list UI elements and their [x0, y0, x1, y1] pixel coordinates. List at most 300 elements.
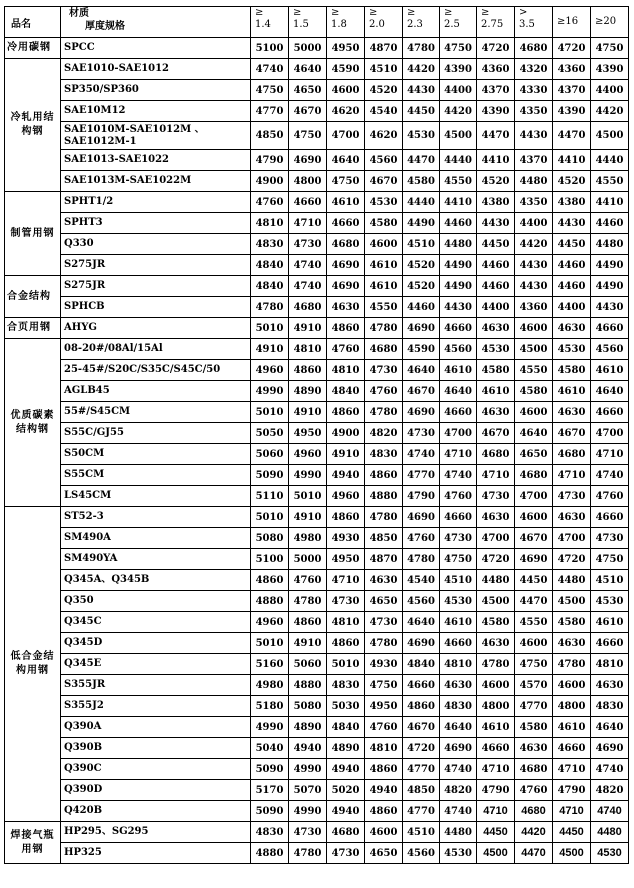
price-cell: 4780 — [477, 654, 515, 675]
price-cell: 4750 — [591, 38, 629, 59]
price-cell: 4690 — [515, 549, 553, 570]
price-cell: 4580 — [403, 171, 440, 192]
price-cell: 4700 — [515, 486, 553, 507]
table-row — [5, 465, 629, 486]
price-cell: 4550 — [515, 612, 553, 633]
price-cell: 4690 — [327, 276, 365, 297]
price-cell: 4460 — [403, 297, 440, 318]
price-cell: 4750 — [365, 675, 403, 696]
price-cell: 4360 — [477, 59, 515, 80]
price-cell: 4850 — [403, 780, 440, 801]
price-cell: 4450 — [553, 234, 591, 255]
price-cell: 4560 — [591, 339, 629, 360]
material-cell: HP295、SG295 — [61, 822, 251, 843]
table-row — [5, 122, 629, 150]
table-row — [5, 507, 629, 528]
price-cell: 5020 — [327, 780, 365, 801]
price-cell: 4670 — [403, 717, 440, 738]
table-row — [5, 360, 629, 381]
price-cell: 5010 — [327, 654, 365, 675]
price-cell: 4490 — [591, 276, 629, 297]
price-cell: 4780 — [403, 38, 440, 59]
header-material-line1: 材质 — [69, 8, 89, 19]
price-cell: 4810 — [440, 654, 477, 675]
price-cell: 4710 — [553, 759, 591, 780]
price-cell: 4770 — [403, 801, 440, 822]
price-cell: 4860 — [327, 633, 365, 654]
price-cell: 4850 — [251, 122, 289, 150]
price-cell: 4460 — [553, 276, 591, 297]
price-cell: 4490 — [440, 255, 477, 276]
price-cell: 5060 — [289, 654, 327, 675]
price-cell: 4630 — [477, 633, 515, 654]
price-cell: 4530 — [477, 339, 515, 360]
table-row — [5, 801, 629, 822]
material-cell: SAE1010M-SAE1012M 、SAE1012M-1 — [61, 122, 251, 150]
material-cell: Q345A、Q345B — [61, 570, 251, 591]
price-cell: 4450 — [477, 234, 515, 255]
price-cell: 4630 — [515, 738, 553, 759]
price-cell: 4550 — [440, 171, 477, 192]
price-cell: 4860 — [289, 360, 327, 381]
price-cell: 4810 — [251, 213, 289, 234]
price-cell: 4650 — [289, 80, 327, 101]
price-cell: 5060 — [251, 444, 289, 465]
price-cell: 4760 — [403, 528, 440, 549]
price-cell: 4840 — [251, 255, 289, 276]
price-cell: 4880 — [289, 675, 327, 696]
price-cell: 4740 — [591, 759, 629, 780]
price-cell: 4890 — [289, 381, 327, 402]
price-cell: 4680 — [515, 801, 553, 822]
price-cell: 4430 — [440, 297, 477, 318]
material-cell: SM490YA — [61, 549, 251, 570]
price-cell: 4760 — [365, 717, 403, 738]
price-cell: 5080 — [251, 528, 289, 549]
price-cell: 4500 — [477, 591, 515, 612]
price-table-wrapper — [4, 6, 629, 864]
material-cell: Q345E — [61, 654, 251, 675]
price-cell: 4370 — [515, 150, 553, 171]
price-cell: 4980 — [289, 528, 327, 549]
table-row — [5, 192, 629, 213]
price-cell: 4760 — [515, 780, 553, 801]
price-cell: 4640 — [515, 423, 553, 444]
price-cell: 5010 — [251, 402, 289, 423]
price-cell: 4860 — [327, 402, 365, 423]
price-cell: 4960 — [289, 444, 327, 465]
price-cell: 4780 — [365, 507, 403, 528]
price-cell: 4840 — [327, 381, 365, 402]
price-cell: 4840 — [251, 276, 289, 297]
price-cell: 4950 — [289, 423, 327, 444]
price-cell: 4760 — [327, 339, 365, 360]
price-cell: 4610 — [477, 381, 515, 402]
steel-price-table — [4, 6, 629, 864]
table-row — [5, 843, 629, 864]
price-cell: 4790 — [403, 486, 440, 507]
price-cell: 4810 — [327, 612, 365, 633]
price-table-body — [5, 38, 629, 864]
price-cell: 4420 — [591, 101, 629, 122]
header-thickness-col: > 3.5 — [515, 7, 553, 38]
price-cell: 4570 — [515, 675, 553, 696]
price-cell: 4530 — [440, 843, 477, 864]
price-cell: 4790 — [553, 780, 591, 801]
price-cell: 4630 — [553, 633, 591, 654]
header-thickness-col: ≥ 2.75 — [477, 7, 515, 38]
price-cell: 4500 — [553, 591, 591, 612]
price-cell: 4600 — [327, 80, 365, 101]
price-cell: 5100 — [251, 549, 289, 570]
material-cell: S355JR — [61, 675, 251, 696]
price-cell: 4460 — [591, 213, 629, 234]
price-cell: 4550 — [591, 171, 629, 192]
price-cell: 4490 — [591, 255, 629, 276]
price-cell: 5010 — [251, 507, 289, 528]
price-cell: 4510 — [365, 59, 403, 80]
material-cell: SAE1013M-SAE1022M — [61, 171, 251, 192]
price-cell: 4510 — [403, 234, 440, 255]
price-cell: 4950 — [327, 38, 365, 59]
price-cell: 4690 — [591, 738, 629, 759]
price-cell: 4400 — [591, 80, 629, 101]
price-cell: 4800 — [477, 696, 515, 717]
price-cell: 4660 — [440, 402, 477, 423]
price-cell: 4420 — [403, 59, 440, 80]
price-cell: 4660 — [591, 633, 629, 654]
table-row — [5, 402, 629, 423]
material-cell: S275JR — [61, 276, 251, 297]
price-cell: 4710 — [553, 801, 591, 822]
price-cell: 4740 — [440, 465, 477, 486]
price-cell: 4630 — [327, 297, 365, 318]
material-cell: Q345C — [61, 612, 251, 633]
material-cell: S275JR — [61, 255, 251, 276]
header-thickness-col: ≥ 1.4 — [251, 7, 289, 38]
price-cell: 4700 — [591, 423, 629, 444]
price-cell: 4500 — [440, 122, 477, 150]
material-cell: Q390B — [61, 738, 251, 759]
table-row — [5, 255, 629, 276]
price-cell: 4640 — [327, 150, 365, 171]
price-cell: 4860 — [289, 612, 327, 633]
table-row — [5, 297, 629, 318]
price-cell: 4750 — [440, 38, 477, 59]
price-cell: 4750 — [251, 80, 289, 101]
price-cell: 4660 — [591, 402, 629, 423]
price-cell: 4360 — [553, 59, 591, 80]
price-cell: 4830 — [251, 234, 289, 255]
price-cell: 4630 — [477, 318, 515, 339]
price-cell: 4610 — [365, 255, 403, 276]
price-cell: 4710 — [327, 570, 365, 591]
table-row — [5, 654, 629, 675]
price-cell: 4940 — [327, 759, 365, 780]
table-row — [5, 528, 629, 549]
price-cell: 4450 — [403, 101, 440, 122]
header-thickness-col: ≥16 — [553, 7, 591, 38]
table-row — [5, 486, 629, 507]
price-cell: 4480 — [477, 570, 515, 591]
table-row — [5, 339, 629, 360]
price-cell: 4630 — [477, 402, 515, 423]
price-cell: 4740 — [440, 759, 477, 780]
price-cell: 4770 — [251, 101, 289, 122]
price-cell: 4880 — [251, 843, 289, 864]
table-row — [5, 213, 629, 234]
price-cell: 4470 — [515, 591, 553, 612]
price-cell: 4550 — [515, 360, 553, 381]
price-cell: 4750 — [327, 171, 365, 192]
price-cell: 4640 — [289, 59, 327, 80]
price-cell: 4650 — [365, 843, 403, 864]
price-cell: 4620 — [365, 122, 403, 150]
price-cell: 4560 — [365, 150, 403, 171]
price-cell: 4810 — [289, 339, 327, 360]
price-cell: 4730 — [365, 612, 403, 633]
price-cell: 4450 — [515, 570, 553, 591]
price-cell: 4680 — [289, 297, 327, 318]
material-cell: 55#/S45CM — [61, 402, 251, 423]
price-cell: 4600 — [515, 507, 553, 528]
price-cell: 4480 — [591, 234, 629, 255]
price-cell: 4440 — [591, 150, 629, 171]
table-row — [5, 150, 629, 171]
price-cell: 5090 — [251, 801, 289, 822]
price-cell: 4730 — [477, 486, 515, 507]
price-cell: 4780 — [289, 591, 327, 612]
price-cell: 4660 — [440, 633, 477, 654]
price-cell: 4470 — [477, 122, 515, 150]
price-cell: 4690 — [440, 738, 477, 759]
price-cell: 4730 — [440, 528, 477, 549]
price-cell: 4890 — [327, 738, 365, 759]
price-cell: 4450 — [477, 822, 515, 843]
price-cell: 4350 — [515, 101, 553, 122]
price-cell: 5010 — [289, 486, 327, 507]
price-cell: 4530 — [553, 339, 591, 360]
price-cell: 4790 — [251, 150, 289, 171]
price-cell: 4470 — [403, 150, 440, 171]
price-cell: 4740 — [251, 59, 289, 80]
price-cell: 4540 — [403, 570, 440, 591]
category-cell: 制管用钢 — [5, 192, 61, 276]
price-cell: 4670 — [403, 381, 440, 402]
price-cell: 4680 — [327, 822, 365, 843]
price-cell: 4600 — [553, 675, 591, 696]
table-row — [5, 759, 629, 780]
header-thickness-col: ≥ 2.0 — [365, 7, 403, 38]
category-cell: 合页用钢 — [5, 318, 61, 339]
price-cell: 4860 — [327, 507, 365, 528]
price-cell: 5160 — [251, 654, 289, 675]
price-cell: 4660 — [440, 507, 477, 528]
price-cell: 4660 — [553, 738, 591, 759]
header-row — [5, 7, 629, 38]
table-row — [5, 276, 629, 297]
price-cell: 5010 — [251, 318, 289, 339]
material-cell: AHYG — [61, 318, 251, 339]
price-cell: 4410 — [591, 192, 629, 213]
table-row — [5, 780, 629, 801]
price-cell: 4880 — [365, 486, 403, 507]
header-category: 品名 — [5, 7, 61, 38]
price-cell: 4770 — [515, 696, 553, 717]
price-cell: 4940 — [365, 780, 403, 801]
price-cell: 4690 — [403, 507, 440, 528]
price-cell: 4680 — [365, 339, 403, 360]
price-cell: 4750 — [440, 549, 477, 570]
price-cell: 4680 — [477, 444, 515, 465]
material-cell: SAE1013-SAE1022 — [61, 150, 251, 171]
price-cell: 4390 — [440, 59, 477, 80]
price-cell: 4630 — [553, 402, 591, 423]
price-cell: 5000 — [289, 549, 327, 570]
price-cell: 4720 — [553, 38, 591, 59]
price-cell: 4850 — [365, 528, 403, 549]
price-cell: 4500 — [515, 339, 553, 360]
price-cell: 4780 — [553, 654, 591, 675]
price-cell: 4630 — [440, 675, 477, 696]
category-cell: 冷用碳钢 — [5, 38, 61, 59]
price-cell: 4450 — [553, 822, 591, 843]
material-cell: Q390C — [61, 759, 251, 780]
price-cell: 4400 — [553, 297, 591, 318]
price-cell: 4400 — [515, 213, 553, 234]
price-cell: 4440 — [403, 192, 440, 213]
price-cell: 4760 — [591, 486, 629, 507]
price-cell: 4990 — [289, 801, 327, 822]
price-cell: 4530 — [440, 591, 477, 612]
table-row — [5, 234, 629, 255]
price-cell: 4720 — [477, 38, 515, 59]
price-cell: 4800 — [553, 696, 591, 717]
price-cell: 4700 — [553, 528, 591, 549]
price-cell: 4670 — [515, 528, 553, 549]
price-cell: 4440 — [440, 150, 477, 171]
price-cell: 4630 — [477, 507, 515, 528]
price-cell: 4760 — [251, 192, 289, 213]
price-cell: 4640 — [591, 717, 629, 738]
price-cell: 4740 — [289, 276, 327, 297]
price-cell: 4820 — [440, 780, 477, 801]
table-row — [5, 612, 629, 633]
price-cell: 4610 — [440, 612, 477, 633]
price-cell: 4740 — [591, 801, 629, 822]
price-cell: 4680 — [327, 234, 365, 255]
price-cell: 4730 — [403, 423, 440, 444]
price-cell: 4360 — [515, 297, 553, 318]
material-cell: S50CM — [61, 444, 251, 465]
price-cell: 4910 — [251, 339, 289, 360]
table-row — [5, 80, 629, 101]
price-cell: 4660 — [591, 507, 629, 528]
price-cell: 5180 — [251, 696, 289, 717]
table-row — [5, 423, 629, 444]
price-cell: 4580 — [477, 612, 515, 633]
price-cell: 4430 — [515, 122, 553, 150]
material-cell: SPHCB — [61, 297, 251, 318]
material-cell: S55CM — [61, 465, 251, 486]
price-cell: 4740 — [440, 801, 477, 822]
price-cell: 4560 — [403, 591, 440, 612]
price-cell: 4940 — [289, 738, 327, 759]
price-cell: 4430 — [403, 80, 440, 101]
price-cell: 5070 — [289, 780, 327, 801]
price-cell: 4610 — [553, 381, 591, 402]
table-row — [5, 59, 629, 80]
price-cell: 4640 — [403, 360, 440, 381]
price-cell: 4390 — [477, 101, 515, 122]
price-cell: 5100 — [251, 38, 289, 59]
material-cell: S55C/GJ55 — [61, 423, 251, 444]
price-cell: 5080 — [289, 696, 327, 717]
price-cell: 4580 — [365, 213, 403, 234]
price-cell: 4910 — [327, 444, 365, 465]
price-cell: 4670 — [553, 423, 591, 444]
price-cell: 4930 — [365, 654, 403, 675]
price-cell: 4830 — [365, 444, 403, 465]
price-cell: 4860 — [251, 570, 289, 591]
material-cell: Q390D — [61, 780, 251, 801]
price-cell: 4690 — [403, 402, 440, 423]
price-cell: 5030 — [327, 696, 365, 717]
category-cell: 低合金结构用钢 — [5, 507, 61, 822]
price-cell: 4730 — [289, 822, 327, 843]
price-cell: 4470 — [553, 122, 591, 150]
price-cell: 4720 — [553, 549, 591, 570]
price-cell: 4430 — [515, 276, 553, 297]
price-cell: 4690 — [289, 150, 327, 171]
price-cell: 4720 — [477, 549, 515, 570]
material-cell: ST52-3 — [61, 507, 251, 528]
category-cell: 冷轧用结构钢 — [5, 59, 61, 192]
price-cell: 4480 — [440, 822, 477, 843]
price-cell: 4780 — [289, 843, 327, 864]
price-cell: 4480 — [515, 171, 553, 192]
price-cell: 4770 — [403, 759, 440, 780]
material-cell: Q390A — [61, 717, 251, 738]
price-cell: 4740 — [403, 444, 440, 465]
price-cell: 4610 — [440, 360, 477, 381]
price-cell: 4670 — [477, 423, 515, 444]
price-cell: 4550 — [365, 297, 403, 318]
price-cell: 4610 — [553, 717, 591, 738]
price-cell: 4950 — [365, 696, 403, 717]
price-cell: 5090 — [251, 465, 289, 486]
price-cell: 4710 — [289, 213, 327, 234]
price-cell: 4640 — [440, 381, 477, 402]
price-cell: 4480 — [553, 570, 591, 591]
price-cell: 4530 — [591, 591, 629, 612]
price-cell: 4730 — [327, 591, 365, 612]
price-cell: 4600 — [515, 633, 553, 654]
price-cell: 4500 — [553, 843, 591, 864]
price-cell: 4730 — [553, 486, 591, 507]
price-cell: 4580 — [553, 360, 591, 381]
price-cell: 4950 — [327, 549, 365, 570]
header-material-line2: 厚度规格 — [85, 21, 125, 32]
table-row — [5, 444, 629, 465]
price-cell: 4720 — [403, 738, 440, 759]
price-cell: 4980 — [251, 675, 289, 696]
price-cell: 4600 — [515, 402, 553, 423]
price-cell: 4750 — [515, 654, 553, 675]
price-cell: 4990 — [251, 717, 289, 738]
price-cell: 4880 — [251, 591, 289, 612]
material-cell: 25-45#/S20C/S35C/S45C/50 — [61, 360, 251, 381]
